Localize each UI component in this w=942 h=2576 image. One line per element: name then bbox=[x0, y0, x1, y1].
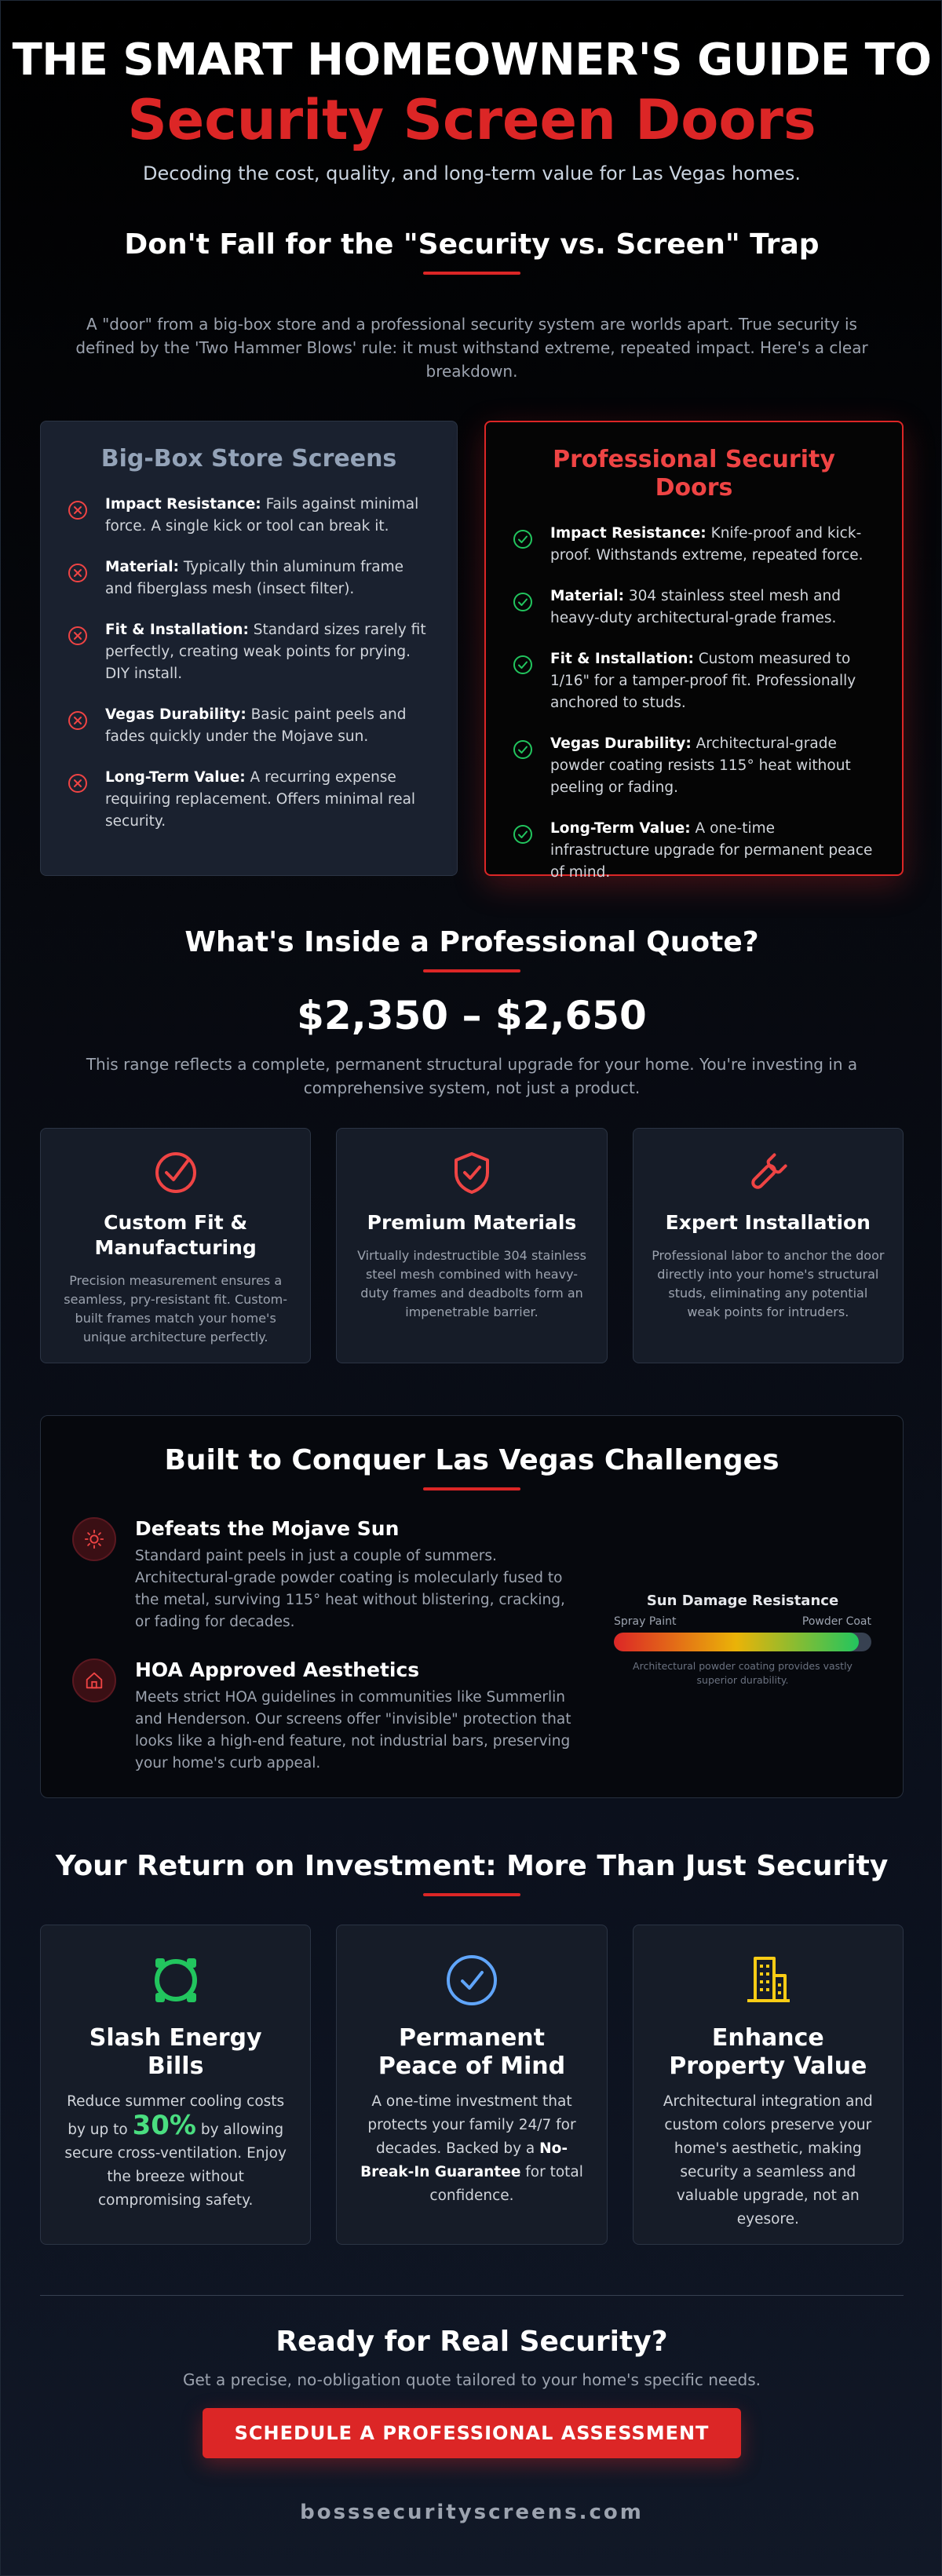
comparison-text bbox=[105, 767, 430, 833]
comparison-label: Material: bbox=[105, 559, 179, 575]
gauge-title: Sun Damage Resistance bbox=[646, 1593, 839, 1609]
hero-title: THE SMART HOMEOWNER'S GUIDE TO bbox=[12, 35, 932, 86]
energy-savings-stat: 30% bbox=[132, 2110, 196, 2141]
website-link[interactable]: bosssecurityscreens.com bbox=[300, 2501, 644, 2524]
vegas-item-title: Defeats the Mojave Sun bbox=[135, 1517, 400, 1540]
sun-damage-gauge bbox=[575, 1517, 871, 1800]
check-circle-icon bbox=[444, 1952, 500, 2009]
comparison-detail: Knife-proof and kick-proof. Withstands extreme, repeated force. bbox=[550, 525, 864, 564]
gauge-labels bbox=[614, 1615, 871, 1628]
comparison-detail: Typically thin aluminum frame and fiberglass mesh (insect filter). bbox=[105, 559, 404, 597]
comparison-text bbox=[550, 523, 875, 567]
title-underline bbox=[423, 1893, 520, 1896]
comparison-text bbox=[550, 648, 875, 714]
roi-title: Your Return on Investment: More Than Just Security bbox=[55, 1850, 889, 1882]
price-range: $2,350 – $2,650 bbox=[297, 993, 647, 1038]
comparison-detail: A one-time infrastructure upgrade for permanent peace of mind. bbox=[550, 820, 873, 881]
feature-card-materials bbox=[336, 1128, 607, 1363]
comparison-label: Vegas Durability: bbox=[550, 735, 692, 752]
comparison-detail: Custom measured to 1/16" for a tamper-proof fit. Professionally anchored to studs. bbox=[550, 651, 856, 711]
comparison-label: Long-Term Value: bbox=[105, 769, 246, 786]
roi-card-peace bbox=[336, 1925, 607, 2245]
x-circle-icon bbox=[68, 626, 88, 646]
comparison-label: Vegas Durability: bbox=[105, 706, 246, 723]
vegas-item-description: Standard paint peels in just a couple of summers. Architectural-grade powder coating is molecularly fused to the metal, surviving 115° heat without blistering, cracking, or fading for decades. bbox=[135, 1548, 565, 1630]
comparison-text bbox=[105, 704, 430, 748]
pro-item bbox=[513, 733, 875, 799]
vegas-item-hoa bbox=[72, 1658, 575, 1775]
pro-item bbox=[513, 586, 875, 629]
roi-text: A one-time investment that protects your family 24/7 for decades. Backed by a bbox=[367, 2093, 576, 2157]
pro-card bbox=[484, 421, 904, 881]
comparison-text bbox=[550, 733, 875, 799]
comparison-text bbox=[550, 586, 875, 629]
feature-title: Custom Fit & Manufacturing bbox=[94, 1211, 257, 1259]
roi-text: for total confidence. bbox=[429, 2164, 583, 2204]
comparison-text bbox=[105, 556, 430, 600]
comparison-detail: Architectural-grade powder coating resists 115° heat without peeling or fading. bbox=[550, 735, 851, 796]
cta-subtitle: Get a precise, no-obligation quote tailored to your home's specific needs. bbox=[182, 2370, 761, 2389]
guarantee-text: No-Break-In Guarantee bbox=[360, 2140, 568, 2180]
feature-title: Expert Installation bbox=[665, 1211, 871, 1234]
comparison-label: Fit & Installation: bbox=[105, 622, 249, 638]
gauge-note: Architectural powder coating provides vastly superior durability. bbox=[633, 1660, 853, 1686]
vegas-item-description: Meets strict HOA guidelines in communities like Summerlin and Henderson. Our screens offer "invisible" protection that looks like a high-end feature, not industrial bars, preserving your home's curb appeal. bbox=[135, 1689, 571, 1771]
gauge-left-label: Spray Paint bbox=[614, 1615, 677, 1628]
comparison-text bbox=[550, 818, 875, 884]
pro-item bbox=[513, 818, 875, 884]
roi-row bbox=[40, 1925, 904, 2245]
pro-item bbox=[513, 648, 875, 714]
infographic-page bbox=[1, 1, 942, 2575]
comparison bbox=[40, 421, 904, 881]
feature-description: Precision measurement ensures a seamless, pry-resistant fit. Custom-built frames match your home's unique architecture perfectly. bbox=[64, 1273, 288, 1345]
check-circle-icon bbox=[513, 739, 533, 760]
sun-icon bbox=[72, 1517, 116, 1561]
x-circle-icon bbox=[68, 500, 88, 520]
roi-card-energy bbox=[40, 1925, 311, 2245]
check-circle-icon bbox=[513, 529, 533, 549]
cta-title: Ready for Real Security? bbox=[276, 2326, 668, 2358]
hero-accent-title: Security Screen Doors bbox=[127, 88, 816, 152]
roi-card-description: Architectural integration and custom colors preserve your home's aesthetic, making security a seamless and valuable upgrade, not an eyesore. bbox=[663, 2093, 873, 2228]
schedule-assessment-button[interactable]: SCHEDULE A PROFESSIONAL ASSESSMENT bbox=[203, 2408, 741, 2458]
wrench-icon bbox=[744, 1149, 791, 1196]
title-underline bbox=[423, 969, 520, 972]
pro-list bbox=[513, 523, 875, 884]
roi-section bbox=[1, 1850, 942, 2245]
bigbox-item bbox=[68, 494, 430, 538]
vegas-item-sun bbox=[72, 1517, 575, 1633]
vegas-title: Built to Conquer Las Vegas Challenges bbox=[164, 1444, 780, 1476]
bigbox-item bbox=[68, 767, 430, 833]
energy-ring-icon bbox=[148, 1952, 204, 2009]
roi-card-title: Permanent Peace of Mind bbox=[378, 2024, 566, 2080]
x-circle-icon bbox=[68, 563, 88, 583]
comparison-detail: Standard sizes rarely fit perfectly, creating weak points for prying. DIY install. bbox=[105, 622, 426, 682]
vegas-section bbox=[40, 1415, 904, 1798]
feature-title: Premium Materials bbox=[367, 1211, 577, 1234]
roi-card-property bbox=[633, 1925, 904, 2245]
hero-subtitle: Decoding the cost, quality, and long-term value for Las Vegas homes. bbox=[143, 162, 801, 184]
vegas-benefits bbox=[72, 1517, 575, 1800]
comparison-text bbox=[105, 619, 430, 685]
quote-title: What's Inside a Professional Quote? bbox=[184, 926, 759, 958]
feature-row bbox=[40, 1128, 904, 1363]
comparison-label: Long-Term Value: bbox=[550, 820, 691, 837]
vegas-body bbox=[72, 1517, 871, 1800]
quote-section bbox=[1, 926, 942, 1363]
comparison-label: Impact Resistance: bbox=[105, 496, 261, 513]
comparison-detail: A recurring expense requiring replacement. Offers minimal real security. bbox=[105, 769, 416, 830]
roi-text: Reduce summer cooling costs by up to bbox=[67, 2093, 285, 2138]
cta-section bbox=[40, 2295, 904, 2524]
feature-card-custom-fit bbox=[40, 1128, 311, 1363]
gauge-track bbox=[614, 1633, 871, 1651]
trap-intro: A "door" from a big-box store and a professional security system are worlds apart. True security is defined by the 'Two Hammer Blows' rule: it must withstand extreme, repeated impact. Here's a clear breakdown. bbox=[75, 315, 868, 381]
bigbox-card bbox=[40, 421, 458, 876]
check-circle-icon bbox=[513, 824, 533, 845]
comparison-detail: 304 stainless steel mesh and heavy-duty architectural-grade frames. bbox=[550, 588, 841, 626]
check-circle-icon bbox=[513, 592, 533, 612]
comparison-text bbox=[105, 494, 430, 538]
feature-description: Professional labor to anchor the door directly into your home's structural studs, eliminating any potential weak points for intruders. bbox=[652, 1248, 885, 1319]
comparison-label: Impact Resistance: bbox=[550, 525, 706, 542]
comparison-detail: Fails against minimal force. A single kick or tool can break it. bbox=[105, 496, 419, 535]
check-circle-icon bbox=[152, 1149, 199, 1196]
comparison-detail: Basic paint peels and fades quickly under the Mojave sun. bbox=[105, 706, 407, 745]
gauge-right-label: Powder Coat bbox=[801, 1615, 871, 1628]
trap-section bbox=[1, 228, 942, 881]
bigbox-item bbox=[68, 619, 430, 685]
bigbox-list bbox=[68, 494, 430, 833]
feature-description: Virtually indestructible 304 stainless steel mesh combined with heavy-duty frames and deadbolts form an impenetrable barrier. bbox=[357, 1248, 586, 1319]
shield-check-icon bbox=[448, 1149, 495, 1196]
comparison-label: Fit & Installation: bbox=[550, 651, 694, 667]
pro-item bbox=[513, 523, 875, 567]
title-underline bbox=[423, 272, 520, 275]
roi-card-description bbox=[61, 2090, 290, 2213]
x-circle-icon bbox=[68, 710, 88, 731]
feature-card-installation bbox=[633, 1128, 904, 1363]
gauge-fill bbox=[614, 1633, 859, 1651]
x-circle-icon bbox=[68, 773, 88, 794]
bigbox-title: Big-Box Store Screens bbox=[100, 445, 397, 473]
bigbox-item bbox=[68, 704, 430, 748]
roi-card-title: Enhance Property Value bbox=[669, 2024, 867, 2080]
vegas-item-title: HOA Approved Aesthetics bbox=[135, 1658, 420, 1681]
pro-title: Professional Security Doors bbox=[553, 446, 835, 502]
home-icon bbox=[72, 1658, 116, 1702]
comparison-label: Material: bbox=[550, 588, 624, 604]
building-icon bbox=[739, 1952, 796, 2009]
title-underline bbox=[423, 1487, 520, 1491]
quote-description: This range reflects a complete, permanent structural upgrade for your home. You're investing in a comprehensive system, not just a product. bbox=[86, 1055, 858, 1097]
check-circle-icon bbox=[513, 655, 533, 675]
roi-card-description bbox=[357, 2090, 586, 2208]
bigbox-item bbox=[68, 556, 430, 600]
hero bbox=[1, 1, 942, 184]
roi-card-title: Slash Energy Bills bbox=[89, 2024, 262, 2080]
trap-title: Don't Fall for the "Security vs. Screen" Trap bbox=[124, 228, 820, 261]
roi-text: by allowing secure cross-ventilation. Enjoy the breeze without compromising safety. bbox=[64, 2122, 287, 2209]
